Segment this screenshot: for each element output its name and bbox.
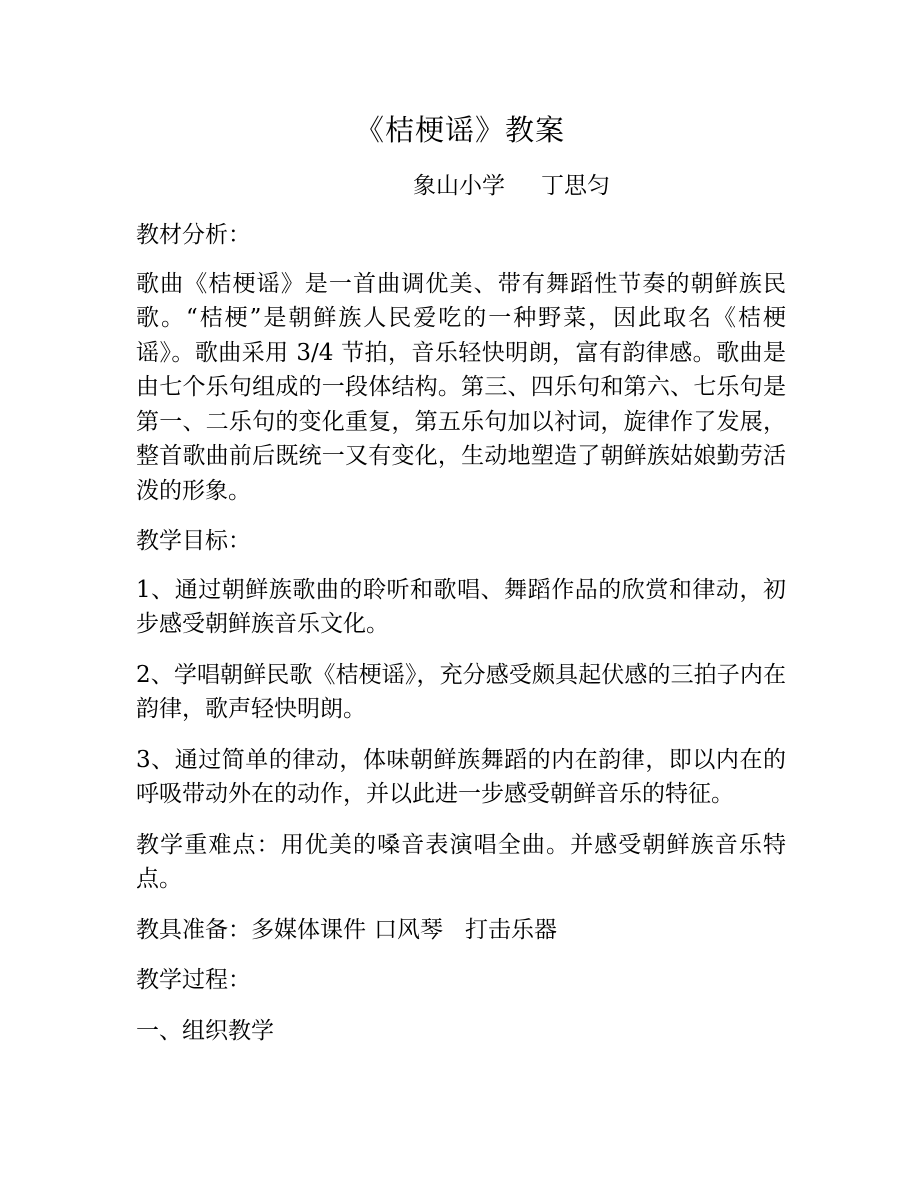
tool-item: 打击乐器	[465, 916, 557, 943]
tool-item: 多媒体课件	[251, 916, 366, 943]
teaching-tools	[136, 913, 786, 948]
byline	[413, 170, 610, 202]
key-points: 教学重难点：用优美的嗓音表演唱全曲。并感受朝鲜族音乐特点。	[136, 831, 786, 892]
material-heading: 教材分析：	[136, 222, 251, 248]
material-paragraph: 歌曲《桔梗谣》是一首曲调优美、带有舞蹈性节奏的朝鲜族民歌。“桔梗”是朝鲜族人民爱吃的一种野菜，因此取名《桔梗谣》。歌曲采用 3/4 节拍，音乐轻快明朗，富有韵律感。歌曲是由七个乐句组成的一段体结构。第三、四乐句和第六、七乐句是第一、二乐句的变化重复，第五乐句加以衬词，旋律作了发展，整首歌曲前后既统一又有变化，生动地塑造了朝鲜族姑娘勤劳活泼的形象。	[136, 270, 786, 504]
goal-item-1: 1、通过朝鲜族歌曲的聆听和歌唱、舞蹈作品的欣赏和律动，初步感受朝鲜族音乐文化。	[136, 576, 786, 637]
goal-item-2: 2、学唱朝鲜民歌《桔梗谣》，充分感受颇具起伏感的三拍子内在韵律，歌声轻快明朗。	[136, 661, 786, 722]
author-name: 丁思匀	[541, 173, 610, 199]
tools-label: 教具准备：	[136, 916, 251, 943]
document-body	[136, 218, 786, 1064]
tool-item: 口风琴	[374, 916, 443, 943]
page-title: 《桔梗谣》教案	[354, 113, 565, 147]
goals-heading: 教学目标：	[136, 528, 251, 554]
goal-item-3: 3、通过简单的律动，体味朝鲜族舞蹈的内在韵律，即以内在的呼吸带动外在的动作，并以此进一步感受朝鲜音乐的特征。	[136, 746, 786, 807]
process-heading: 教学过程：	[136, 967, 251, 993]
school-name: 象山小学	[413, 173, 505, 199]
step-one: 一、组织教学	[136, 1017, 274, 1044]
